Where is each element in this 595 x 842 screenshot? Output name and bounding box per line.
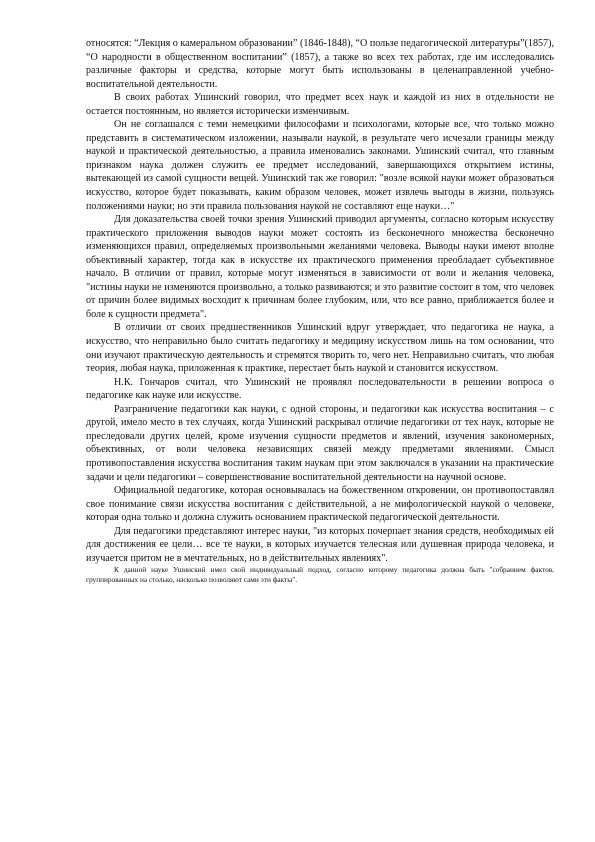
paragraph-2: В своих работах Ушинский говорил, что предмет всех наук и каждой из них в отдельности не остается постоянным, но является исторически изменчивым. bbox=[86, 92, 554, 117]
paragraph-9: Для педагогики представляют интерес науки, "из которых почерпает знания средств, необходимых ей для достижения ее цели… все те науки, в которых изучается телесная или душевная природа человека, и изучается притом не в мечтательных, но в действительных явлениях". bbox=[86, 525, 554, 564]
paragraph-7: Разграничение педагогики как науки, с одной стороны, и педагогики как искусства воспитания – с другой, имело место в тех случаях, когда Ушинский раскрывал отличие педагогики от тех наук, которые не преследовали других целей, кроме изучения сущности предметов и явлений, изучения закономерных, объективных, от воли человека независящих связей между предметами явлениями. Смысл противопоставления искусства воспитания таким наукам при этом заключался в указании на практические задачи и цели педагогики – совершенствование воспитательной деятельности на научной основе. bbox=[86, 403, 554, 483]
paragraph-3: Он не соглашался с теми немецкими философами и психологами, которые все, что только можно представить в систематическом изложении, называли наукой, в результате чего исчезали границы между наукой и практической деятельностью, а правила именовались законами. Ушинский считал, что главным признаком наука должен служить ее предмет исследований, завершающихся открытием истины, вытекающей из самой сущности вещей. Ушинский так же говорил: "возле всякой науки может образоваться искусство, которое будет показывать, каким образом человек, может извлечь выгоды в жизни, пользуясь положениями науки; но эти правила пользования наукой не составляют еще науки…" bbox=[86, 119, 554, 212]
document-page bbox=[86, 37, 554, 585]
paragraph-8: Официальной педагогике, которая основывалась на божественном откровении, он противопоставлял свое понимание связи искусства воспитания с действительной, а не мифологической наукой о человеке, которая одна только и должна служить основанием практической педагогической деятельности. bbox=[86, 485, 554, 524]
paragraph-6: Н.К. Гончаров считал, что Ушинский не проявлял последовательности в решении вопроса о педагогике как науке или искусстве. bbox=[86, 376, 554, 402]
paragraph-4: Для доказательства своей точки зрения Ушинский приводил аргументы, согласно которым искусству практического приложения выводов науки может состоять из бесконечного множества бесконечно изменяющихся правил, определяемых произвольными желаниями человека. Выводы науки имеют вполне объективный характер, тогда как в искусстве их практического применения преобладает субъективное начало. В отличии от правил, которые могут изменяться в зависимости от воли и желания человека, "истины науки не изменяются произвольно, а только развиваются; и это развитие состоит в том, что человек от причин более видимых восходит к причинам более глубоким, или, что все равно, приближается более и боле к сущности предмета". bbox=[86, 214, 554, 320]
footnote: К данной науке Ушинский имел свой индивидуальный подход, согласно которому педагогика должна быть "собранием фактов, группированных на столько, насколько позволяют сами эти факты". bbox=[86, 565, 554, 584]
paragraph-1: относятся: “Лекция о камеральном образовании” (1846-1848), “О пользе педагогической литературы”(1857), “О народности в общественном воспитании” (1857), а также во всех тех работах, где им исследовались различные факторы и средства, которые могут быть использованы в целенаправленной учебно-воспитательной деятельности. bbox=[86, 38, 554, 90]
paragraph-5: В отличии от своих предшественников Ушинский вдруг утверждает, что педагогика не наука, а искусство, что неправильно было считать педагогику и медицину искусством лишь на том основании, что они изучают практическую деятельность и стремятся творить то, чего нет. Неправильно считать, что любая теория, любая наука, приложенная к практике, перестает быть наукой и становится искусством. bbox=[86, 322, 554, 375]
